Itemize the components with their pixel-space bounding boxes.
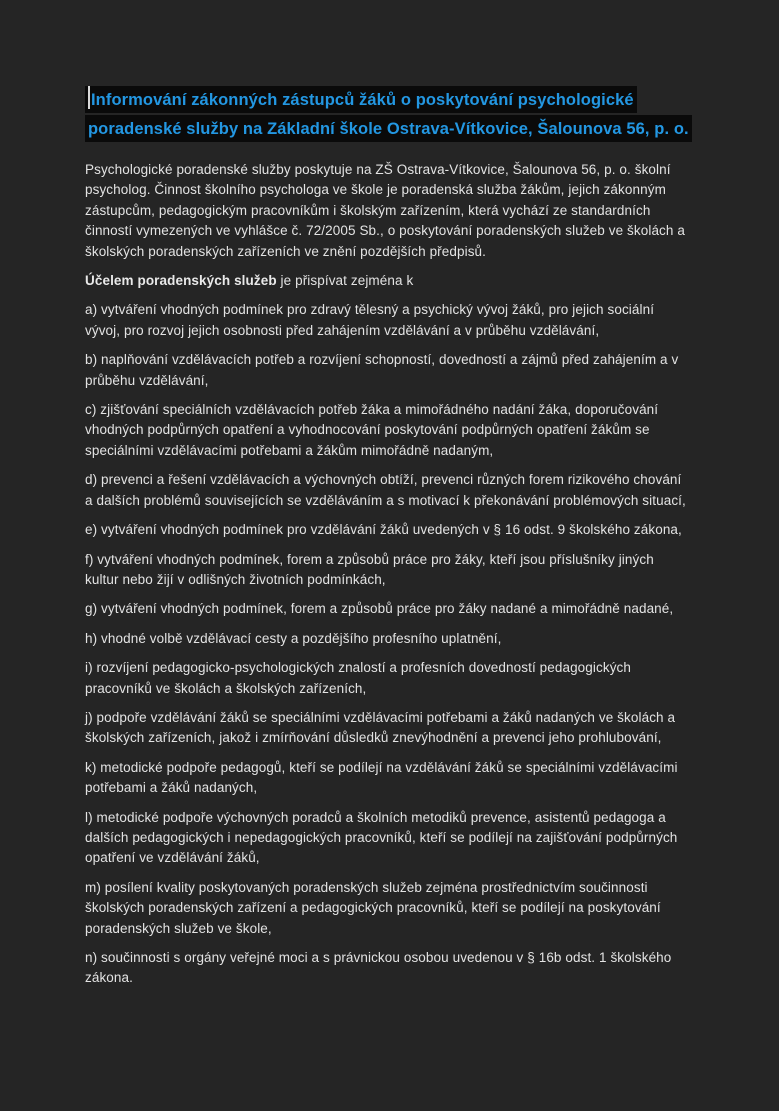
list-item-a[interactable]: a) vytváření vhodných podmínek pro zdravý tělesný a psychický vývoj žáků, pro jejich sociální vývoj, pro rozvoj jejich osobnosti před zahájením vzdělávání a v průběhu vzdělávání, xyxy=(85,302,655,338)
title-highlight-line-2 xyxy=(85,115,692,142)
purpose-bold-text: Účelem poradenských služeb xyxy=(85,273,277,289)
text-cursor xyxy=(88,86,90,109)
paragraph-purpose-lead[interactable] xyxy=(85,271,691,291)
list-item-n[interactable]: n) součinnosti s orgány veřejné moci a s právnickou osobou uvedenou v § 16b odst. 1 školského zákona. xyxy=(85,950,672,986)
list-item-e[interactable]: e) vytváření vhodných podmínek pro vzdělávání žáků uvedených v § 16 odst. 9 školského zákona, xyxy=(85,522,682,538)
list-item-d[interactable]: d) prevenci a řešení vzdělávacích a výchovných obtíží, prevenci různých forem rizikového chování a dalších problémů souvisejících se vzděláváním a s motivací k překonávání problémových situací, xyxy=(85,472,686,508)
list-item-b[interactable]: b) naplňování vzdělávacích potřeb a rozvíjení schopností, dovedností a zájmů před zahájením a v průběhu vzdělávání, xyxy=(85,352,679,388)
document-title[interactable] xyxy=(85,86,691,144)
list-item-i[interactable]: i) rozvíjení pedagogicko-psychologických znalostí a profesních dovedností pedagogických pracovníků ve školách a školských zařízeních, xyxy=(85,660,632,696)
list-item-m[interactable]: m) posílení kvality poskytovaných poradenských služeb zejména prostřednictvím součinnosti školských poradenských zařízení a pedagogických pracovníků, kteří se podílejí na poskytování poradenských služeb ve škole, xyxy=(85,879,661,936)
list-item-j[interactable]: j) podpoře vzdělávání žáků se speciálními vzdělávacími potřebami a žáků nadaných ve školách a školských zařízeních, jakož i zmírňování důsledků znevýhodnění a prevenci jeho prohlubování, xyxy=(85,709,676,746)
document-text-area[interactable] xyxy=(85,86,691,998)
list-item-c[interactable]: c) zjišťování speciálních vzdělávacích potřeb žáka a mimořádného nadání žáka, doporučování vhodných podpůrných opatření a vyhodnocování poskytování podpůrných opatření žákům se speciálními vzdělávacími potřebami a žákům mimořádně nadaným, xyxy=(85,402,659,458)
purpose-rest-text: je přispívat zejména k xyxy=(276,273,414,289)
paragraph-intro[interactable]: Psychologické poradenské služby poskytuje na ZŠ Ostrava-Vítkovice, Šalounova 56, p. o. školní psycholog. Činnost školního psychologa ve škole je poradenská služba žákům, jejich zákonným zástupcům, pedagogickým pracovníkům i školským zařízením, která vychází ze standardních činností vymezených ve vyhlášce č. 72/2005 Sb., o poskytování poradenských služeb ve školách a školských poradenských zařízeních ve znění pozdějších předpisů. xyxy=(85,162,685,259)
list-item-h[interactable]: h) vhodné volbě vzdělávací cesty a pozdějšího profesního uplatnění, xyxy=(85,630,502,646)
list-item-l[interactable]: l) metodické podpoře výchovných poradců a školních metodiků prevence, asistentů pedagoga a dalších pedagogických i nepedagogických pracovníků, kteří se podílejí na zajišťování podpůrných opatření ve vzdělávání žáků, xyxy=(85,809,678,866)
list-item-g[interactable]: g) vytváření vhodných podmínek, forem a způsobů práce pro žáky nadané a mimořádně nadané, xyxy=(85,601,674,617)
title-line-1: Informování zákonných zástupců žáků o poskytování psychologické xyxy=(91,91,634,109)
title-line-2: poradenské služby na Základní škole Ostrava-Vítkovice, Šalounova 56, p. o. xyxy=(88,120,689,138)
list-item-k[interactable]: k) metodické podpoře pedagogů, kteří se podílejí na vzdělávání žáků se speciálními vzdělávacími potřebami a žáků nadaných, xyxy=(85,759,678,796)
list-item-f[interactable]: f) vytváření vhodných podmínek, forem a způsobů práce pro žáky, kteří jsou příslušníky jiných kultur nebo žijí v odlišných životních podmínkách, xyxy=(85,551,654,587)
title-highlight-line-1 xyxy=(85,86,637,113)
